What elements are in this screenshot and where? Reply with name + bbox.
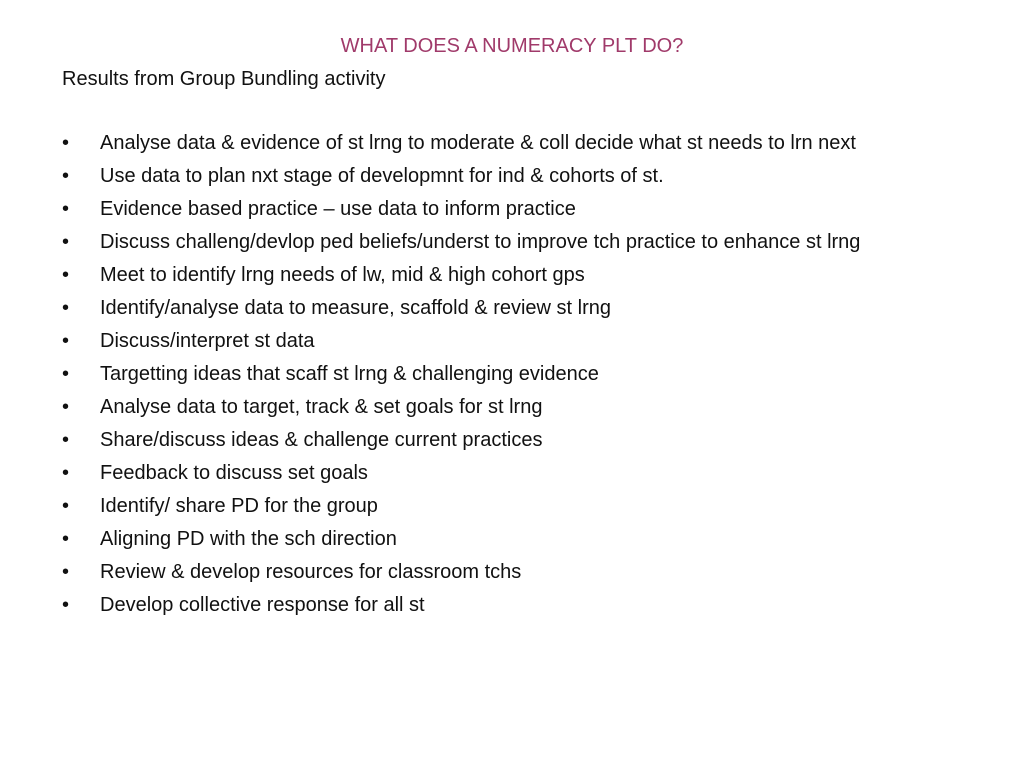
bullet-item [62, 328, 967, 355]
bullet-glyph: • [62, 396, 70, 418]
bullet-text: Targetting ideas that scaff st lrng & challenging evidence [100, 363, 599, 385]
bullet-text: Discuss challeng/devlop ped beliefs/underst to improve tch practice to enhance st lrng [100, 231, 861, 253]
bullet-glyph: • [62, 528, 70, 550]
slide-subtitle: Results from Group Bundling activity [62, 68, 386, 90]
bullet-text: Analyse data & evidence of st lrng to moderate & coll decide what st needs to lrn next [100, 132, 856, 154]
bullet-list [62, 130, 967, 625]
bullet-item [62, 295, 967, 322]
bullet-text: Meet to identify lrng needs of lw, mid & high cohort gps [100, 264, 585, 286]
bullet-item [62, 592, 967, 619]
bullet-glyph: • [62, 462, 70, 484]
bullet-text: Review & develop resources for classroom tchs [100, 561, 522, 583]
bullet-glyph: • [62, 231, 70, 253]
bullet-item [62, 559, 967, 586]
bullet-item [62, 526, 967, 553]
bullet-text: Share/discuss ideas & challenge current practices [100, 429, 543, 451]
bullet-glyph: • [62, 297, 70, 319]
bullet-item [62, 130, 967, 157]
slide-title: WHAT DOES A NUMERACY PLT DO? [340, 35, 684, 57]
bullet-text: Analyse data to target, track & set goals for st lrng [100, 396, 543, 418]
bullet-glyph: • [62, 264, 70, 286]
bullet-text: Evidence based practice – use data to inform practice [100, 198, 576, 220]
bullet-text: Identify/ share PD for the group [100, 495, 378, 517]
bullet-glyph: • [62, 495, 70, 517]
bullet-glyph: • [62, 561, 70, 583]
bullet-item [62, 163, 967, 190]
bullet-item [62, 361, 967, 388]
bullet-glyph: • [62, 363, 70, 385]
bullet-item [62, 229, 967, 256]
bullet-item [62, 460, 967, 487]
bullet-item [62, 394, 967, 421]
bullet-glyph: • [62, 132, 70, 154]
bullet-item [62, 262, 967, 289]
bullet-item [62, 493, 967, 520]
bullet-glyph: • [62, 165, 70, 187]
bullet-item [62, 196, 967, 223]
bullet-text: Use data to plan nxt stage of developmnt for ind & cohorts of st. [100, 165, 664, 187]
bullet-glyph: • [62, 594, 70, 616]
bullet-item [62, 427, 967, 454]
bullet-text: Aligning PD with the sch direction [100, 528, 397, 550]
bullet-glyph: • [62, 429, 70, 451]
bullet-text: Feedback to discuss set goals [100, 462, 368, 484]
bullet-glyph: • [62, 198, 70, 220]
bullet-text: Discuss/interpret st data [100, 330, 315, 352]
bullet-text: Identify/analyse data to measure, scaffold & review st lrng [100, 297, 612, 319]
bullet-glyph: • [62, 330, 70, 352]
bullet-text: Develop collective response for all st [100, 594, 425, 616]
